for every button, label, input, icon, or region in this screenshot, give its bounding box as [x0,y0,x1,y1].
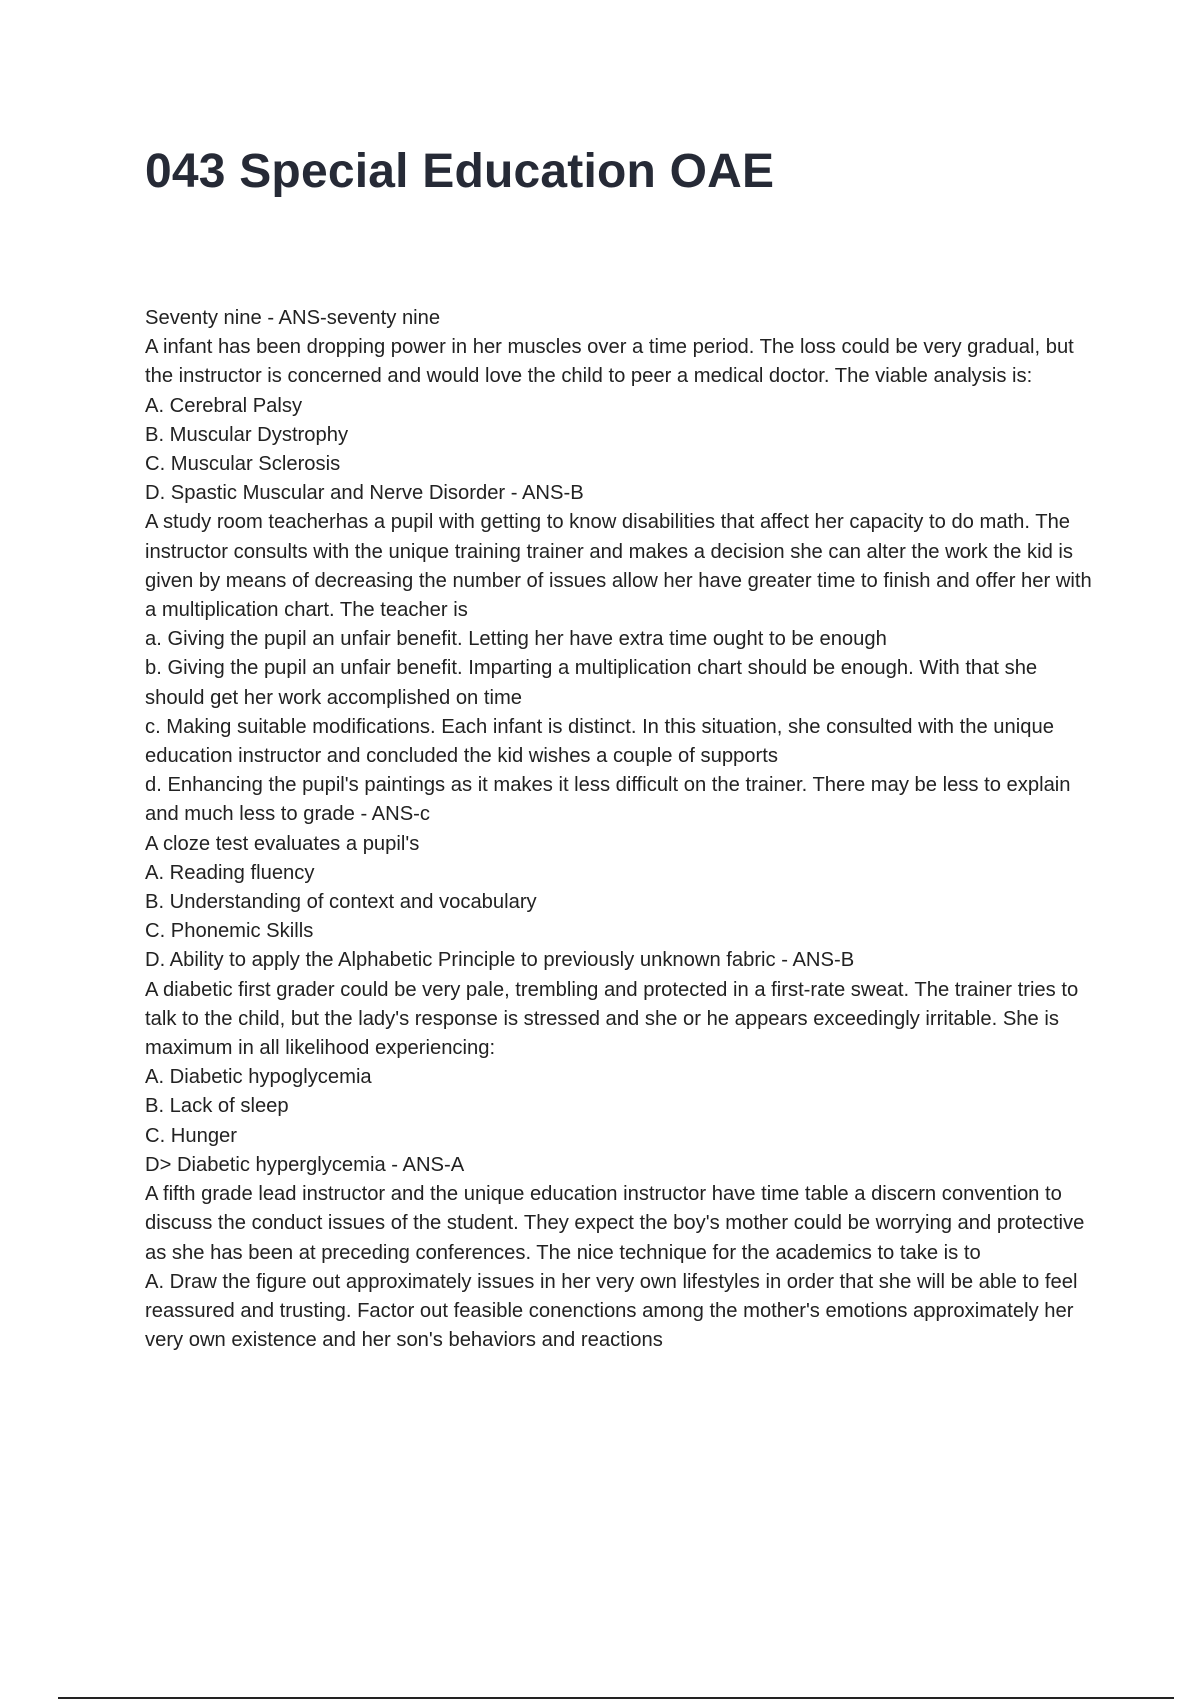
text-line: Seventy nine - ANS-seventy nine [145,307,441,329]
answer-option: d. Enhancing the pupil's paintings as it makes it less difficult on the trainer. There may be less to explain and much less to grade - ANS-c [145,774,1071,826]
answer-option: a. Giving the pupil an unfair benefit. Letting her have extra time ought to be enough [145,628,887,651]
document-body [145,304,1100,1355]
footer-divider [58,1697,1174,1699]
answer-option: A. Diabetic hypoglycemia [145,1066,372,1089]
answer-option: c. Making suitable modifications. Each infant is distinct. In this situation, she consulted with the unique education instructor and concluded the kid wishes a couple of supports [145,715,1054,768]
answer-option: A. Cerebral Palsy [145,394,303,417]
question-text: A cloze test evaluates a pupil's [145,832,420,855]
question-text: A study room teacherhas a pupil with getting to know disabilities that affect her capacity to do math. The instructor consults with the unique training trainer and makes a decision she can alter the work the kid is given by means of decreasing the number of issues allow her have greater time to finish and offer her with a multiplication chart. The teacher is [145,511,1092,622]
page-title: 043 Special Education OAE [145,145,775,198]
answer-option: B. Understanding of context and vocabulary [145,891,537,914]
answer-option: b. Giving the pupil an unfair benefit. Imparting a multiplication chart should be enough. With that she should get her work accomplished on time [145,657,1038,709]
question-text: A fifth grade lead instructor and the unique education instructor have time table a discern convention to discuss the conduct issues of the student. They expect the boy's mother could be worrying and protective as she has been at preceding conferences. The nice technique for the academics to take is to [145,1183,1085,1264]
answer-option: D. Spastic Muscular and Nerve Disorder - ANS-B [145,482,584,505]
question-text: A infant has been dropping power in her muscles over a time period. The loss could be very gradual, but the instructor is concerned and would love the child to peer a medical doctor. The viable analysis is: [145,336,1074,388]
answer-option: D> Diabetic hyperglycemia - ANS-A [145,1153,465,1176]
answer-option: C. Phonemic Skills [145,920,314,943]
answer-option: B. Lack of sleep [145,1095,289,1118]
answer-option: C. Hunger [145,1124,238,1147]
answer-option: C. Muscular Sclerosis [145,453,341,476]
answer-option: D. Ability to apply the Alphabetic Principle to previously unknown fabric - ANS-B [145,949,855,972]
answer-option: A. Reading fluency [145,861,315,884]
question-text: A diabetic first grader could be very pale, trembling and protected in a first-rate sweat. The trainer tries to talk to the child, but the lady's response is stressed and she or he appears exceedingly irritable. She is maximum in all likelihood experiencing: [145,978,1079,1060]
answer-option: A. Draw the figure out approximately issues in her very own lifestyles in order that she will be able to feel reassured and trusting. Factor out feasible conenctions among the mother's emotions approximately her very own existence and her son's behaviors and reactions [145,1270,1078,1352]
answer-option: B. Muscular Dystrophy [145,423,349,446]
